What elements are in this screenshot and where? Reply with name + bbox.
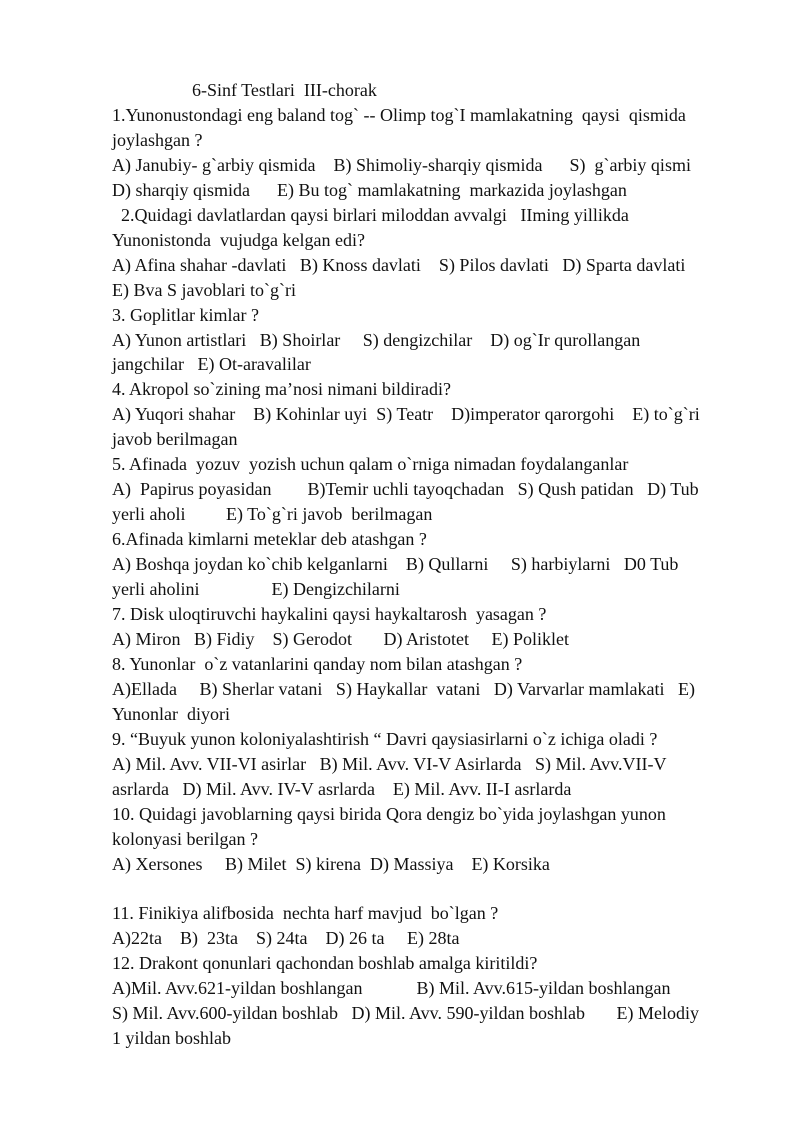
question-12-line: A)Mil. Avv.621-yildan boshlangan B) Mil. Avv.615-yildan boshlangan <box>112 978 671 999</box>
question-1-line: 1.Yunonustondagi eng baland tog` -- Olimp tog`I mamlakatning qaysi qismida <box>112 104 686 125</box>
question-4-line: javob berilmagan <box>112 429 238 450</box>
question-3-line: A) Yunon artistlari B) Shoirlar S) dengizchilar D) og`Ir qurollangan <box>112 329 641 350</box>
question-10-line: 10. Quidagi javoblarning qaysi birida Qora dengiz bo`yida joylashgan yunon <box>112 803 666 824</box>
question-9-line: A) Mil. Avv. VII-VI asirlar B) Mil. Avv. VI-V Asirlarda S) Mil. Avv.VII-V <box>112 753 667 774</box>
question-10-line: A) Xersones B) Milet S) kirena D) Massiya E) Korsika <box>112 853 550 874</box>
question-10-line: kolonyasi berilgan ? <box>112 828 258 849</box>
question-5-line: 5. Afinada yozuv yozish uchun qalam o`rniga nimadan foydalanganlar <box>112 454 629 475</box>
question-9-line: asrlarda D) Mil. Avv. IV-V asrlarda E) Mil. Avv. II-I asrlarda <box>112 778 572 799</box>
question-1-line: D) sharqiy qismida E) Bu tog` mamlakatning markazida joylashgan <box>112 179 627 200</box>
question-8-line: 8. Yunonlar o`z vatanlarini qanday nom bilan atashgan ? <box>112 653 523 674</box>
question-9-line: 9. “Buyuk yunon koloniyalashtirish “ Davri qaysiasirlarni o`z ichiga oladi ? <box>112 728 658 749</box>
question-2-line: Yunonistonda vujudga kelgan edi? <box>112 229 365 250</box>
question-12-line: 1 yildan boshlab <box>112 1028 231 1049</box>
document-title: 6-Sinf Testlari III-chorak <box>192 80 377 100</box>
question-11-line: A)22ta B) 23ta S) 24ta D) 26 ta E) 28ta <box>112 928 460 949</box>
question-8-line: A)Ellada B) Sherlar vatani S) Haykallar vatani D) Varvarlar mamlakati E) <box>112 678 695 699</box>
question-7-line: 7. Disk uloqtiruvchi haykalini qaysi haykaltarosh yasagan ? <box>112 604 547 625</box>
question-3-line: jangchilar E) Ot-aravalilar <box>112 354 311 375</box>
question-12-line: S) Mil. Avv.600-yildan boshlab D) Mil. Avv. 590-yildan boshlab E) Melodiy <box>112 1003 699 1024</box>
question-11-line: 11. Finikiya alifbosida nechta harf mavjud bo`lgan ? <box>112 903 499 924</box>
question-2-line: 2.Quidagi davlatlardan qaysi birlari miloddan avvalgi IIming yillikda <box>112 204 629 225</box>
question-6-line: yerli aholini E) Dengizchilarni <box>112 579 400 600</box>
question-3-line: 3. Goplitlar kimlar ? <box>112 304 259 325</box>
question-8-line: Yunonlar diyori <box>112 703 230 724</box>
question-4-line: 4. Akropol so`zining ma’nosi nimani bildiradi? <box>112 379 451 400</box>
document-body <box>112 103 745 1051</box>
question-5-line: A) Papirus poyasidan B)Temir uchli tayoqchadan S) Qush patidan D) Tub <box>112 479 699 500</box>
question-1-line: A) Janubiy- g`arbiy qismida B) Shimoliy-sharqiy qismida S) g`arbiy qismi <box>112 154 691 175</box>
question-6-line: 6.Afinada kimlarni meteklar deb atashgan ? <box>112 529 427 550</box>
question-1-line: joylashgan ? <box>112 129 203 150</box>
question-6-line: A) Boshqa joydan ko`chib kelganlarni B) Qullarni S) harbiylarni D0 Tub <box>112 554 679 575</box>
question-2-line: A) Afina shahar -davlati B) Knoss davlati S) Pilos davlati D) Sparta davlati <box>112 254 686 275</box>
question-7-line: A) Miron B) Fidiy S) Gerodot D) Aristotet E) Poliklet <box>112 628 569 649</box>
question-10-line <box>112 877 745 902</box>
question-5-line: yerli aholi E) To`g`ri javob berilmagan <box>112 504 433 525</box>
question-2-line: E) Bva S javoblari to`g`ri <box>112 279 296 300</box>
question-4-line: A) Yuqori shahar B) Kohinlar uyi S) Teatr D)imperator qarorgohi E) to`g`ri <box>112 404 700 425</box>
question-12-line: 12. Drakont qonunlari qachondan boshlab amalga kiritildi? <box>112 953 538 974</box>
